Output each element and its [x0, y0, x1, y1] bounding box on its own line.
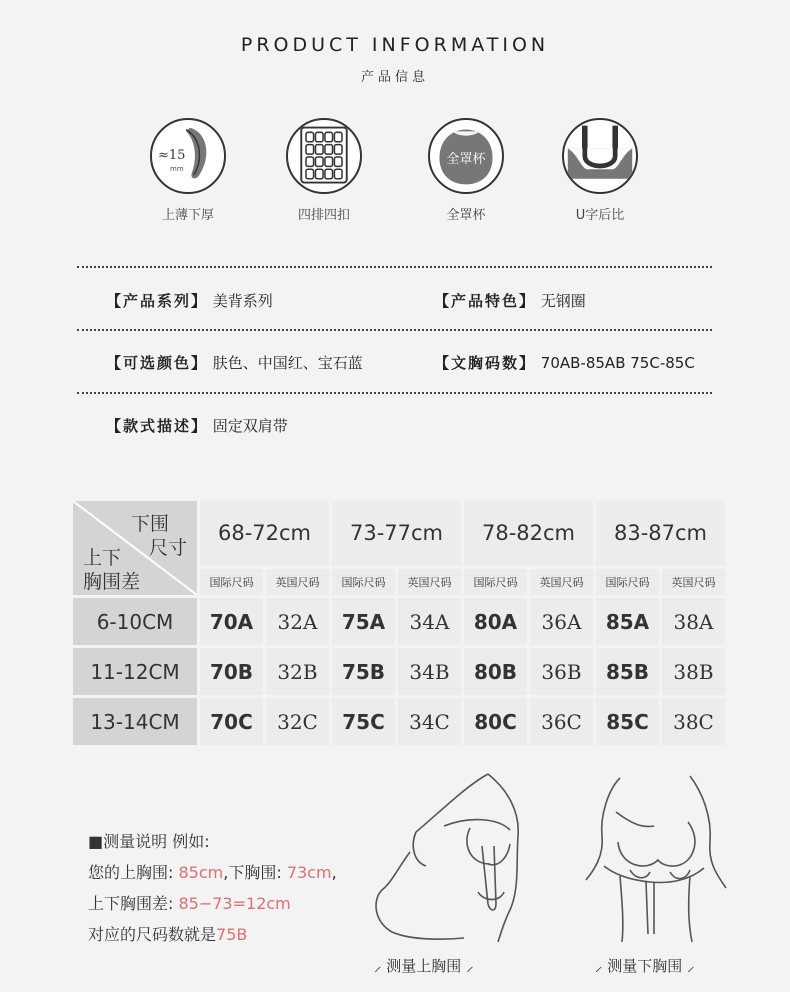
- table-cell: 38B: [662, 648, 725, 695]
- thickness-badge: ≈15: [158, 148, 186, 163]
- range-header: 68-72cm: [200, 501, 329, 566]
- table-cell: 38A: [662, 598, 725, 645]
- lower-bust-figure: [580, 772, 730, 942]
- table-cell: 36C: [530, 698, 593, 745]
- table-cell: 34B: [398, 648, 461, 695]
- table-cell: 38C: [662, 698, 725, 745]
- table-cell: 75A: [332, 598, 395, 645]
- table-cell: 34A: [398, 598, 461, 645]
- table-cell: 75B: [332, 648, 395, 695]
- table-cell: 80A: [464, 598, 527, 645]
- u-back-icon: [562, 118, 638, 194]
- hook-eye-icon: [286, 118, 362, 194]
- table-cell: 36A: [530, 598, 593, 645]
- full-cup-badge: 全罩杯: [446, 152, 486, 167]
- spec-feature: 【产品特色】 无钢圈: [434, 292, 586, 310]
- measure-line-1: 您的上胸围: 85cm,下胸围: 73cm,: [88, 863, 337, 882]
- divider: [77, 266, 712, 268]
- table-row: [73, 698, 725, 745]
- table-cell: 70A: [200, 598, 263, 645]
- spec-style: 【款式描述】 固定双肩带: [106, 417, 288, 435]
- uk-size-header: 英国尺码: [662, 569, 725, 595]
- table-cell: 32B: [266, 648, 329, 695]
- row-label: 13-14CM: [73, 698, 197, 745]
- row-label: 6-10CM: [73, 598, 197, 645]
- intl-size-header: 国际尺码: [332, 569, 395, 595]
- divider: [77, 392, 712, 394]
- table-cell: 80C: [464, 698, 527, 745]
- uk-size-header: 英国尺码: [266, 569, 329, 595]
- uk-size-header: 英国尺码: [530, 569, 593, 595]
- upper-bust-figure: [370, 772, 540, 942]
- row-label: 11-12CM: [73, 648, 197, 695]
- measure-heading: ■测量说明 例如:: [88, 832, 210, 851]
- intl-size-header: 国际尺码: [464, 569, 527, 595]
- measure-instructions: [88, 826, 337, 950]
- table-row: [73, 648, 725, 695]
- table-cell: 70B: [200, 648, 263, 695]
- spec-colors: 【可选颜色】 肤色、中国红、宝石蓝: [106, 354, 363, 372]
- table-cell: 34C: [398, 698, 461, 745]
- table-cell: 85A: [596, 598, 659, 645]
- divider: [77, 329, 712, 331]
- intl-size-header: 国际尺码: [200, 569, 263, 595]
- feature-label: U字后比: [575, 208, 625, 223]
- table-cell: 85C: [596, 698, 659, 745]
- table-cell: 75C: [332, 698, 395, 745]
- table-cell: 70C: [200, 698, 263, 745]
- spec-series: 【产品系列】 美背系列: [106, 292, 273, 310]
- table-cell: 32A: [266, 598, 329, 645]
- range-header: 78-82cm: [464, 501, 593, 566]
- feature-u-back: [540, 118, 660, 223]
- measure-line-3: 对应的尺码数就是75B: [88, 925, 248, 944]
- feature-full-cup: [406, 118, 526, 223]
- table-cell: 85B: [596, 648, 659, 695]
- table-row: [73, 598, 725, 645]
- thin-padding-icon: [150, 118, 226, 194]
- table-cell: 32C: [266, 698, 329, 745]
- intl-size-header: 国际尺码: [596, 569, 659, 595]
- spec-sizes: 【文胸码数】 70AB-85AB 75C-85C: [434, 354, 695, 372]
- measure-line-2: 上下胸围差: 85−73=12cm: [88, 894, 291, 913]
- caption-lower: ⸝ 测量下胸围 ⸝: [595, 957, 695, 975]
- range-header: 83-87cm: [596, 501, 725, 566]
- caption-upper: ⸝ 测量上胸围 ⸝: [374, 957, 474, 975]
- size-table: [70, 498, 728, 748]
- feature-icons: [0, 118, 790, 228]
- range-header: 73-77cm: [332, 501, 461, 566]
- table-corner: 下围 尺寸 上下 胸围差: [73, 501, 197, 595]
- full-cup-icon: [428, 118, 504, 194]
- feature-thin-padding: [128, 118, 248, 223]
- uk-size-header: 英国尺码: [398, 569, 461, 595]
- feature-label: 四排四扣: [297, 208, 350, 223]
- feature-hook-eye: [264, 118, 384, 223]
- thickness-unit: mm: [170, 165, 184, 173]
- table-cell: 80B: [464, 648, 527, 695]
- page-title: PRODUCT INFORMATION: [240, 34, 550, 56]
- feature-label: 全罩杯: [446, 208, 486, 223]
- feature-label: 上薄下厚: [161, 208, 214, 223]
- page-subtitle: 产品信息: [360, 70, 429, 85]
- table-cell: 36B: [530, 648, 593, 695]
